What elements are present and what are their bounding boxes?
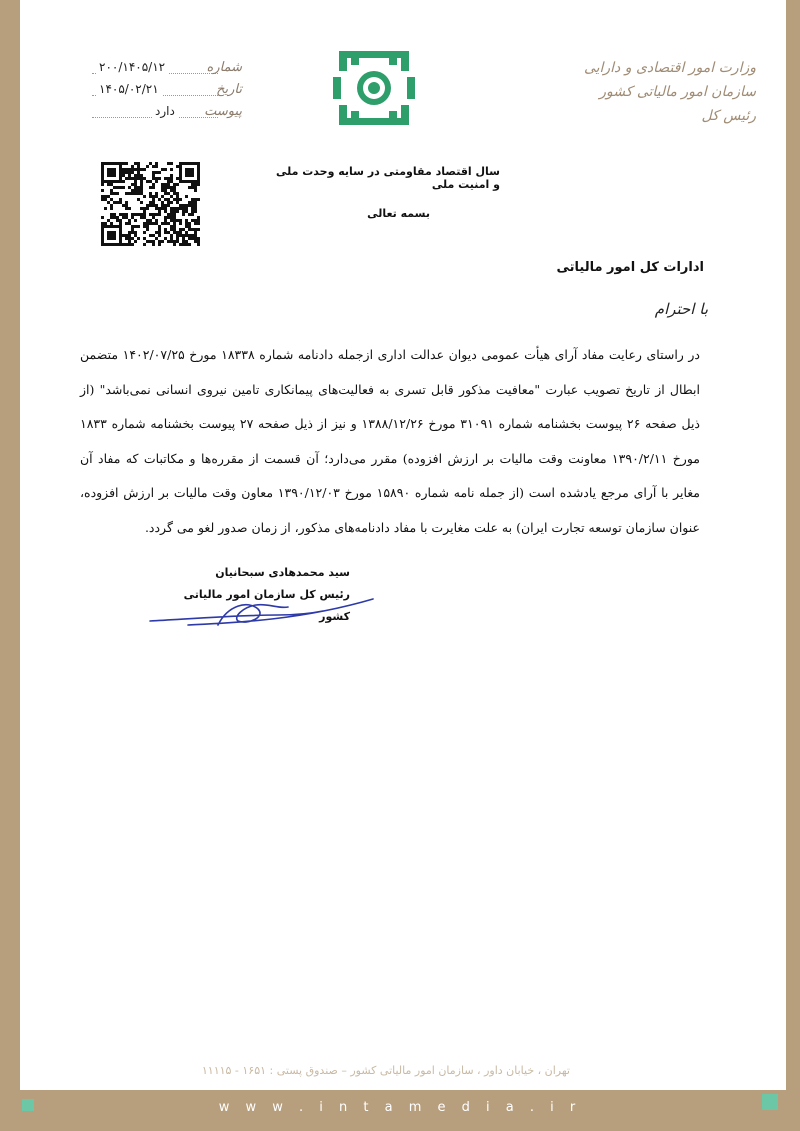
letter-meta [92,60,242,126]
body-paragraph: در راستای رعایت مفاد آرای هیأت عمومی دیوان عدالت اداری ازجمله دادنامه شماره ۱۸۳۳۸ مورخ ۱۴۰۲/۰۷/۲۵ متضمن ابطال از تاریخ تصویب عبارت "معافیت مذکور قابل تسری به فعالیت‌های پیمانکاری تامین نیروی انسانی نمی‌باشد" (از ذیل صفحه ۲۶ پیوست بخشنامه شماره ۳۱۰۹۱ مورخ ۱۳۸۸/۱۲/۲۶ و نیز از ذیل صفحه ۲۷ پیوست بخشنامه شماره ۱۸۳۳ مورخ ۱۳۹۰/۲/۱۱ معاونت وقت مالیات بر ارزش افزوده) مقرر می‌دارد؛ آن قسمت از مقرره‌ها و مکاتبات که مفاد آن مغایر با آرای مرجع یادشده است (از جمله نامه شماره ۱۵۸۹۰ مورخ ۱۳۹۰/۱۲/۰۳ معاون وقت مالیات بر ارزش افزوده، عنوان سازمان توسعه تجارت ایران) به علت مغایرت با مفاد دادنامه‌های مذکور، از زمان صدور لغو می گردد. [80,347,700,535]
qr-code [101,161,201,247]
organization-logo [333,47,415,129]
signatory-title: رئیس کل سازمان امور مالیاتی کشور [183,588,350,623]
greeting: با احترام [654,300,708,318]
footer-address: تهران ، خیابان داور ، سازمان امور مالیاتی کشور – صندوق پستی : ۱۶۵۱ - ۱۱۱۱۵ [201,1064,570,1077]
year-motto: سال اقتصاد مقاومتی در سایه وحدت ملی و امنیت ملی [275,165,500,191]
attachment-value: دارد [152,104,178,118]
letter-body [80,338,700,545]
letter-number-row [92,60,242,82]
ministry-name: وزارت امور اقتصادی و دارایی [583,60,756,76]
footer-website: w w w . i n t a m e d i a . i r [218,1100,582,1115]
handwritten-signature [148,585,378,635]
number-label: شماره [206,60,242,75]
recipient: ادارات کل امور مالیاتی [556,260,704,275]
office-title: رئیس کل [701,108,756,124]
letterhead [583,56,756,128]
signatory-name: سید محمدهادی سبحانیان [215,566,350,579]
letter-attachment-row [92,104,242,126]
organization-name: سازمان امور مالیاتی کشور [599,84,756,100]
attachment-label: پیوست [204,104,242,119]
date-value: ۱۴۰۵/۰۲/۲۱ [96,82,162,96]
number-value: ۲۰۰/۱۴۰۵/۱۲ [96,60,168,74]
date-label: تاریخ [216,82,242,97]
bismillah-heading: بسمه تعالی [367,207,430,220]
letter-date-row [92,82,242,104]
